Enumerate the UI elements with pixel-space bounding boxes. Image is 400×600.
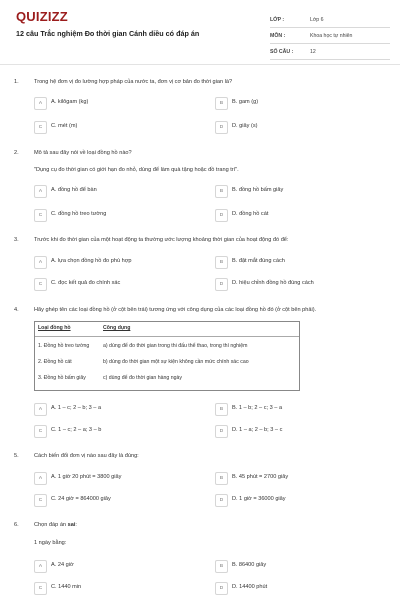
quizizz-logo: QUIZIZZ: [16, 9, 68, 24]
question-number: 4.: [14, 307, 19, 313]
option-text: A. kilôgam (kg): [51, 99, 89, 105]
question-sub: 1 ngày bằng:: [34, 540, 67, 546]
option-a[interactable]: [34, 185, 204, 199]
table-cell: a) dùng để đo thời gian trong thi đấu thể thao, trong thí nghiệm: [103, 343, 248, 349]
question-text: Mô tả sau đây nói về loại đồng hồ nào?: [34, 150, 132, 156]
info-row-subject: [270, 28, 390, 44]
info-value: 12: [310, 48, 316, 55]
table-header-row: [35, 322, 299, 336]
option-d[interactable]: [215, 121, 385, 135]
option-letter-badge: A: [34, 560, 47, 573]
option-d[interactable]: [215, 209, 385, 223]
option-text: D. giây (s): [232, 123, 258, 129]
info-row-class: [270, 12, 390, 28]
option-letter-badge: B: [215, 403, 228, 416]
question-text: Cách biến đổi đơn vị nào sau đây là đúng:: [34, 453, 139, 459]
option-text: A. 1 giờ 20 phút = 3800 giây: [51, 474, 122, 480]
option-text: C. 1 – c; 2 – a; 3 – b: [51, 427, 102, 433]
option-c[interactable]: [34, 278, 204, 292]
option-letter-badge: A: [34, 256, 47, 269]
option-letter-badge: C: [34, 582, 47, 595]
question-text: Hãy ghép tên các loại đồng hồ (ở cột bên trái) tương ứng với công dụng của các loại đồng hồ đó (ở cột bên phải).: [34, 307, 317, 313]
option-text: A. đồng hồ để bàn: [51, 187, 97, 193]
info-value: Lớp 6: [310, 16, 324, 23]
question-number: 5.: [14, 453, 19, 459]
option-text: A. 24 giờ: [51, 562, 74, 568]
option-letter-badge: C: [34, 209, 47, 222]
option-text: D. hiệu chỉnh đồng hồ đúng cách: [232, 280, 314, 286]
option-b[interactable]: [215, 472, 385, 486]
option-letter-badge: D: [215, 209, 228, 222]
option-text: D. 1 – a; 2 – b; 3 – c: [232, 427, 283, 433]
option-text: B. 45 phút = 2700 giây: [232, 474, 289, 480]
question-text-suffix: :: [75, 522, 77, 528]
option-letter-badge: C: [34, 425, 47, 438]
question-text: Trước khi đo thời gian của một hoạt động ta thường ước lượng khoảng thời gian của hoạt động đó để:: [34, 237, 289, 243]
question-text-prefix: Chọn đáp án: [34, 522, 68, 528]
option-letter-badge: D: [215, 494, 228, 507]
option-c[interactable]: [34, 582, 204, 596]
info-value: Khoa học tự nhiên: [310, 32, 353, 39]
option-letter-badge: D: [215, 582, 228, 595]
option-c[interactable]: [34, 121, 204, 135]
option-text: B. gam (g): [232, 99, 259, 105]
info-label: LỚP :: [270, 16, 285, 23]
option-b[interactable]: [215, 403, 385, 417]
option-letter-badge: A: [34, 403, 47, 416]
table-row: [35, 340, 299, 354]
option-letter-badge: C: [34, 494, 47, 507]
option-a[interactable]: [34, 97, 204, 111]
matching-table: [34, 321, 300, 391]
option-d[interactable]: [215, 582, 385, 596]
table-header-cell: Loại đồng hồ: [38, 325, 71, 331]
document-header: [0, 0, 400, 62]
option-letter-badge: D: [215, 121, 228, 134]
option-letter-badge: A: [34, 97, 47, 110]
question-number: 1.: [14, 79, 19, 85]
option-b[interactable]: [215, 185, 385, 199]
option-text: C. mét (m): [51, 123, 78, 129]
option-text: C. đọc kết quả đo chính xác: [51, 280, 121, 286]
option-text: B. đặt mắt đúng cách: [232, 258, 285, 264]
option-text: B. 86400 giây: [232, 562, 267, 568]
option-text: A. lựa chọn đồng hồ đo phù hợp: [51, 258, 132, 264]
question-number: 3.: [14, 237, 19, 243]
option-text: C. đồng hồ treo tường: [51, 211, 107, 217]
option-text: C. 1440 min: [51, 584, 82, 590]
option-letter-badge: A: [34, 185, 47, 198]
option-c[interactable]: [34, 425, 204, 439]
option-a[interactable]: [34, 256, 204, 270]
option-text: A. 1 – c; 2 – b; 3 – a: [51, 405, 102, 411]
option-text: D. 1 giờ = 36000 giây: [232, 496, 286, 502]
table-cell: 3. Đồng hồ bấm giây: [38, 375, 86, 381]
option-letter-badge: B: [215, 256, 228, 269]
info-label: MÔN :: [270, 32, 286, 39]
option-b[interactable]: [215, 97, 385, 111]
option-b[interactable]: [215, 256, 385, 270]
option-d[interactable]: [215, 494, 385, 508]
question-number: 6.: [14, 522, 19, 528]
table-header-cell: Công dụng: [103, 325, 131, 331]
option-letter-badge: B: [215, 185, 228, 198]
option-letter-badge: D: [215, 278, 228, 291]
option-letter-badge: B: [215, 560, 228, 573]
option-letter-badge: B: [215, 472, 228, 485]
table-cell: c) dùng để đo thời gian hàng ngày: [103, 375, 182, 381]
option-d[interactable]: [215, 278, 385, 292]
info-label: SỐ CÂU :: [270, 48, 294, 55]
option-c[interactable]: [34, 209, 204, 223]
table-row: [35, 356, 299, 370]
option-letter-badge: C: [34, 121, 47, 134]
option-letter-badge: B: [215, 97, 228, 110]
option-letter-badge: C: [34, 278, 47, 291]
option-a[interactable]: [34, 560, 204, 574]
table-cell: 1. Đồng hồ treo tường: [38, 343, 90, 349]
question-text: [34, 522, 384, 529]
option-text: B. 1 – b; 2 – c; 3 – a: [232, 405, 283, 411]
question-text: Trong hệ đơn vị đo lường hợp pháp của nước ta, đơn vị cơ bản đo thời gian là?: [34, 79, 233, 85]
option-text: C. 24 giờ = 864000 giây: [51, 496, 111, 502]
option-text: B. đồng hồ bấm giây: [232, 187, 284, 193]
question-quote: "Dụng cụ đo thời gian có giới hạn đo nhỏ, dùng để làm quà tặng hoặc đồ trang trí".: [34, 167, 239, 173]
option-b[interactable]: [215, 560, 385, 574]
option-letter-badge: A: [34, 472, 47, 485]
info-box: [270, 12, 390, 60]
info-row-count: [270, 44, 390, 60]
option-d[interactable]: [215, 425, 385, 439]
option-text: D. 14400 phút: [232, 584, 268, 590]
option-c[interactable]: [34, 494, 204, 508]
table-cell: 2. Đồng hồ cát: [38, 359, 72, 365]
table-cell: b) dùng đo thời gian một sự kiện không cần mức chính xác cao: [103, 359, 249, 365]
table-divider: [35, 336, 299, 337]
option-letter-badge: D: [215, 425, 228, 438]
option-text: D. đồng hồ cát: [232, 211, 269, 217]
question-number: 2.: [14, 150, 19, 156]
question-text-emphasis: sai: [67, 522, 76, 528]
header-divider: [0, 64, 400, 65]
option-a[interactable]: [34, 403, 204, 417]
table-row: [35, 372, 299, 386]
option-a[interactable]: [34, 472, 204, 486]
page-title: 12 câu Trắc nghiệm Đo thời gian Cánh diều có đáp án: [16, 29, 200, 38]
